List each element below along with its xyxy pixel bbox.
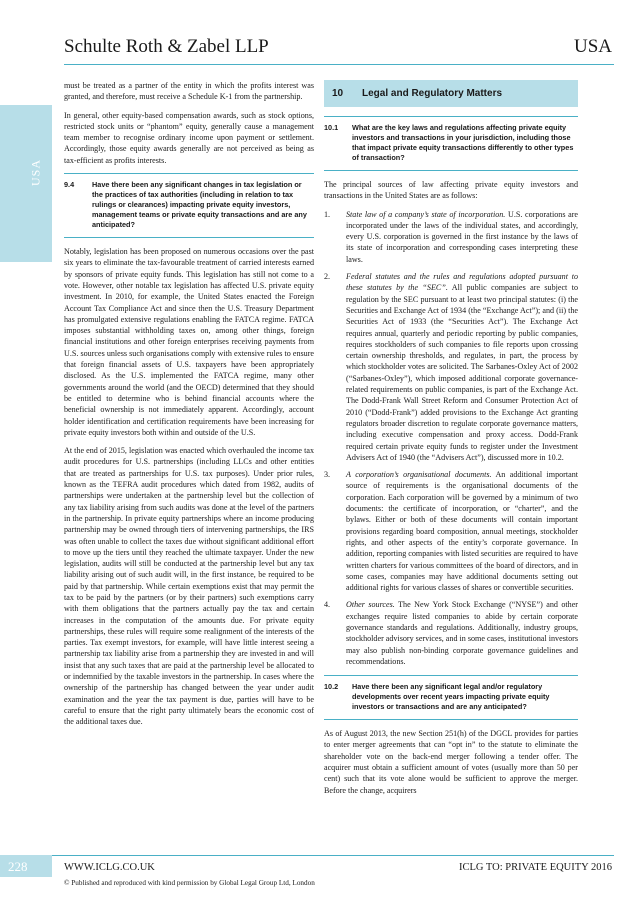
question-10-1 <box>324 116 578 171</box>
list-item: 2. Federal statutes and the rules and regulations adopted pursuant to these statutes by the “SEC”. All public companies are subject to regulation by the SEC pursuant to at least two principal statutes: (i) the Securities and Exchange Act of 1934 (the “Exchange Act”); and (ii) the Securities Act of 1933 (the “Securities Act”). The Exchange Act requires annual, quarterly and periodic reporting by public companies, requires stockholders of such companies to file reports upon crossing certain ownership thresholds, and regulates, in part, the process by which stockholder votes are solicited. The Sarbanes-Oxley Act of 2002 (“Sarbanes-Oxley”), which imposed additional corporate governance-related requirements on public companies, is part of the Exchange Act. The Dodd-Frank Wall Street Reform and Consumer Protection Act of 2010 (“Dodd-Frank”) added provisions to the Exchange Act granting regulators broader discretion to regulate corporate governance matters, including executive compensation and proxy access. Dodd-Frank required certain private equity funds to register under the Investment Advisers Act of 1940 (the “Advisers Act”), discussed more in 10.2. <box>324 272 578 462</box>
copyright-notice: © Published and reproduced with kind permission by Global Legal Group Ltd, London <box>64 879 315 887</box>
question-9-4 <box>64 173 314 238</box>
paragraph: must be treated as a partner of the entity in which the profits interest was granted, and therefore, must receive a Schedule K-1 from the partnership. <box>64 81 314 102</box>
paragraph: As of August 2013, the new Section 251(h) of the DGCL provides for parties to enter merger agreements that can “opt in” to the statute to eliminate the shareholder vote on the back-end merger following a tender offer. The acquirer must obtain a sufficient amount of votes (usually more than 50 per cent) such that its vote alone would be sufficient to approve the merger. Before the change, acquirers <box>324 729 578 795</box>
question-number: 10.1 <box>324 123 339 132</box>
country-side-tab <box>0 105 52 262</box>
paragraph: In general, other equity-based compensation awards, such as stock options, restricted stock units or “phantom” equity, generally cause a management team member to recognise ordinary income upon payment or settlement. Accordingly, those equity awards generally are not perceived as being as tax-efficient as profits interests. <box>64 110 314 165</box>
section-heading <box>324 80 578 107</box>
section-title: Legal and Regulatory Matters <box>362 87 503 99</box>
paragraph: The principal sources of law affecting private equity investors and transactions in the United States are as follows: <box>324 180 578 201</box>
question-text: Have there been any significant changes in tax legislation or the practices of tax authorities (including in relation to tax rulings or clearances) impacting private equity investors, management teams or private equity transactions and are any anticipated? <box>92 180 307 230</box>
list-item: 3. A corporation’s organisational documents. An additional important source of requirements is the organisational documents of the corporation. Each corporation will be governed by a minimum of two documents: the certificate of incorporation, or “charter”, and the bylaws. Either or both of these documents will contain important provisions regarding board composition, annual meetings, stockholder rights, and other aspects of the entity’s corporate governance. In addition, reporting companies with listed securities are required to have written charters for various committees of the board of directors, and in some cases, companies may have additional documents setting out additional rights for various classes of shares or convertible securities. <box>324 470 578 593</box>
paragraph: At the end of 2015, legislation was enacted which overhauled the income tax audit procedures for U.S. partnerships (including LLCs and other entities that are treated as partnerships for U.S. tax purposes). Under prior rules, known as the TEFRA audit procedures which dated from 1982, audits of partnerships were undertaken at the partnership level but the collection of any tax liability arising from such audits was done at the level of the partners in the partnership. In private equity partnerships where an income producing partnership may be owned through tiers of intervening partnerships, the IRS was often unable to collect the taxes due without significant additional effort to move up the tiers until they reached the ultimate taxpayer. Under the new legislation, audits will still be conducted at the partnership level but any tax liability arising out of such audit will, in the first instance, be required to be paid by that partnership. While certain exemptions exist that may permit the tax to be paid by the partners (or by their partners) such exemptions carry with them obligations that the partners actually pay the tax and certain increases in the computation of the amounts due. For private equity partnerships, these rules will require some realignment of the interests of the parties. Tax exempt investors, for example, will have little interest seeing a partnership tax liability arise from a partnership they are invested in and will insist that any such taxes that are paid at the partnership level be allocated to or indemnified by the taxable investors in the partnership. In cases where the ownership of the partnership has changed between the year under audit examination and the year the tax payment is due, parties will have to be careful to ensure that the right party ultimately bears the economic cost of the additional taxes due. <box>64 446 314 727</box>
list-item: 4. Other sources. The New York Stock Exchange (“NYSE”) and other exchanges require listed companies to abide by certain corporate governance standards and regulations. Additionally, industry groups, stockholder advisory services, and in some cases, institutional investors may also publish non-binding corporate governance guidelines and recommendations. <box>324 600 579 666</box>
footer-divider <box>0 855 614 856</box>
right-column <box>324 80 578 803</box>
question-number: 10.2 <box>324 682 339 692</box>
law-sources-list <box>324 209 578 668</box>
page-number: 228 <box>8 859 28 874</box>
page-number-box <box>0 855 52 877</box>
list-item: 1. State law of a company’s state of incorporation. U.S. corporations are incorporated under the laws of the individual states, and accordingly, every U.S. corporation is governed in the first instance by the laws of its state of incorporation and corresponding cases interpreting these laws. <box>324 209 578 264</box>
question-number: 9.4 <box>64 180 75 190</box>
question-text: Have there been any significant legal and/or regulatory developments over recent years impacting private equity investors or transactions and are any anticipated? <box>352 682 550 712</box>
firm-name: Schulte Roth & Zabel LLP <box>64 36 269 57</box>
header-divider <box>64 64 614 65</box>
question-10-2 <box>324 675 578 720</box>
publication-title: ICLG TO: PRIVATE EQUITY 2016 <box>458 862 612 873</box>
question-text: What are the key laws and regulations affecting private equity investors and transactions in your jurisdiction, including those that impact private equity transactions differently to other types of transaction? <box>352 123 574 162</box>
section-number: 10 <box>332 87 344 99</box>
left-column <box>64 80 314 735</box>
paragraph: Notably, legislation has been proposed on numerous occasions over the past six years to eliminate the tax-favourable treatment of carried interests earned by sponsors of private equity funds. This legislation has still not come to a vote. However, other notable tax legislation has affected U.S. private equity investment. In 2010, for example, the United States enacted the Foreign Account Tax Compliance Act and since then the U.S. Treasury Department has promulgated extensive regulations enabling the FATCA regime. FATCA imposes substantial withholding taxes on, among other things, foreign financial institutions and other foreign enterprises receiving payments from U.S. sources unless such organisations comply with extensive rules to ensure that foreign financial assets of U.S. taxpayers have been appropriately disclosed. As the U.S. implemented the FATCA regime, many other governments around the world (and the OECD) determined that they should be entitled to determine who is behind financial accounts where the beneficial ownership is not immediately apparent. Accordingly, account holder identification and certification requirements have been increasing for private equity investors both within and outside of the U.S. <box>64 247 314 437</box>
country-heading: USA <box>573 36 612 57</box>
side-tab-label: USA <box>28 159 43 187</box>
footer-url-link[interactable]: WWW.ICLG.CO.UK <box>64 862 155 873</box>
